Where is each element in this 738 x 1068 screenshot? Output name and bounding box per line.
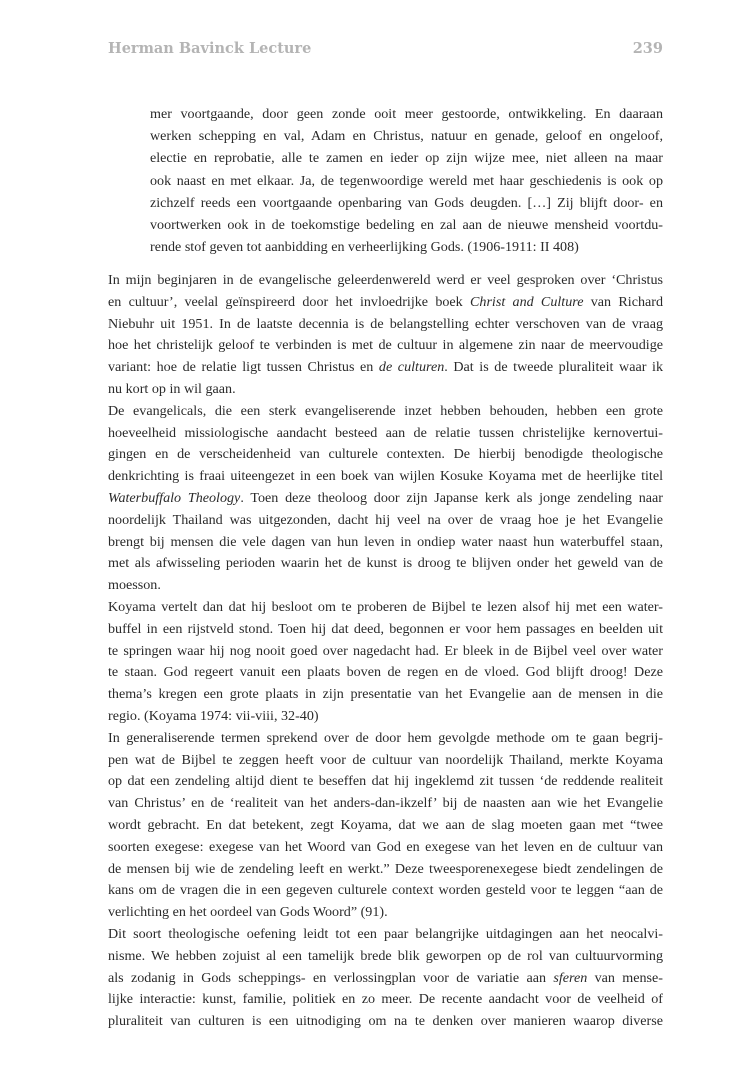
text-line: In mijn beginjaren in de evangelische geleerdenwereld werd er veel gesproken over ‘Christus	[108, 272, 663, 288]
text-line: buffel in een rijstveld stond. Toen hij dat deed, begonnen er voor hem passages en beelden uit	[108, 620, 663, 637]
text-line: wordt gebracht. En dat betekent, zegt Koyama, dat we aan de slag moeten gaan met “twee	[108, 816, 663, 833]
text-line: thema’s kregen een grote plaats in zijn presentatie van het Evangelie aan de mensen in die	[108, 686, 663, 703]
text-line	[108, 968, 663, 990]
text-line	[108, 292, 663, 314]
paragraph-4	[108, 728, 663, 924]
quote-line: zichzelf reeds een voortgaande openbaring van Gods deugden. […] Zij blijft door- en	[150, 194, 663, 211]
text-line: moesson.	[108, 577, 161, 594]
running-title: Herman Bavinck Lecture	[108, 40, 312, 57]
paragraph-2	[108, 401, 663, 597]
text-line: met als afwisseling perioden waarin het de kunst is droog te blijven onder het geweld van de	[108, 555, 663, 572]
book-title-waterbuffalo-theology: Waterbuffalo Theology	[108, 489, 241, 506]
text-line: van Christus’ en de ‘realiteit van het anders-dan-ikzelf’ bij de naasten aan wie het Evangelie	[108, 795, 663, 812]
text-line: pluraliteit van culturen is een uitnodiging om na te denken over manieren waarop diverse	[108, 1013, 663, 1030]
text-line: denkrichting is fraai uiteengezet in een boek van wijlen Kosuke Koyama met de heerlijke titel	[108, 468, 663, 485]
text-segment: als zodanig in Gods scheppings- en verlossingplan voor de variatie aan	[108, 969, 554, 986]
text-line: Niebuhr uit 1951. In de laatste decennia is de belangstelling echter verschoven van de vraag	[108, 315, 663, 332]
quote-line: electie en reprobatie, alle te zamen en ieder op zijn wijze mee, niet alleen na maar	[150, 150, 663, 167]
paragraph-5	[108, 924, 663, 1033]
text-line: Koyama vertelt dan dat hij besloot om te proberen de Bijbel te lezen alsof hij met een water-	[108, 598, 663, 615]
text-line: noordelijk Thailand was uitgezonden, dacht hij veel na over de vraag hoe je het Evangelie	[108, 511, 663, 528]
text-line: te staan. God regeert vanuit een plaats boven de regen en de vloed. God blijft droog! Deze	[108, 664, 663, 681]
text-line: gingen en de verscheidenheid van culturele contexten. De hierbij benodigde theologische	[108, 446, 663, 463]
text-line: nu kort op in wil gaan.	[108, 380, 236, 397]
text-line: soorten exegese: exegese van het Woord van God en exegese van het leven en de cultuur van	[108, 838, 663, 855]
text-line: De evangelicals, die een sterk evangeliserende inzet hebben behouden, hebben een grote	[108, 402, 663, 419]
emphasis-de-culturen: de culturen	[378, 359, 445, 376]
quote-line: rende stof geven tot aanbidding en verheerlijking Gods. (1906-1911: II 408)	[150, 239, 579, 256]
text-line: brengt bij mensen die vele dagen van hun leven in ondiep water naast hun waterbuffel staan,	[108, 533, 663, 550]
text-line: de mensen bij wie de zendeling leeft en werkt.” Deze tweesporenexegese biedt zendelingen de	[108, 860, 663, 877]
quote-line: voortwerken ook in de toekomstige bedeling en zal aan de nieuwe mensheid voortdu-	[150, 217, 663, 234]
text-segment: . Toen deze theoloog door zijn Japanse kerk als jonge zendeling naar	[240, 489, 663, 506]
text-segment: variant: hoe de relatie ligt tussen Christus en	[108, 359, 379, 376]
text-line: op dat een zendeling altijd dient te beseffen dat hij ingeklemd zit tussen ‘de reddende realiteit	[108, 773, 663, 790]
text-segment: en cultuur’, veelal geïnspireerd door het invloedrijke boek	[108, 293, 470, 310]
text-line: nisme. We hebben zojuist al een tamelijk brede blik geworpen op de rol van cultuurvorming	[108, 947, 663, 964]
text-segment: van mense-	[587, 969, 663, 986]
text-segment: van Richard	[583, 293, 663, 310]
quote-line: werken schepping en val, Adam en Christus, natuur en genade, geloof en ongeloof,	[150, 128, 663, 145]
text-line: verlichting en het oordeel van Gods Woord” (91).	[108, 904, 388, 921]
text-line: hoe het christelijk geloof te verbinden is met de cultuur in algemene zin naar de meervoudige	[108, 337, 663, 354]
text-line: lijke interactie: kunst, familie, politiek en zo meer. De recente aandacht voor de veelheid of	[108, 991, 663, 1008]
text-line: regio. (Koyama 1974: vii-viii, 32-40)	[108, 707, 319, 724]
text-line: hoeveelheid missiologische aandacht besteed aan de relatie tussen christelijke kernovertui-	[108, 424, 663, 441]
text-line	[108, 488, 663, 510]
body-text	[108, 270, 663, 1033]
text-line: In generaliserende termen sprekend over de door hem gevolgde methode om te gaan begrij-	[108, 729, 663, 746]
running-header	[108, 40, 663, 62]
text-segment: . Dat is de tweede pluraliteit waar ik	[444, 359, 663, 376]
quote-line: mer voortgaande, door geen zonde ooit meer gestoorde, ontwikkeling. En daaraan	[150, 106, 663, 122]
quote-line: ook naast en met elkaar. Ja, de tegenwoordige wereld met haar geschiedenis is ook op	[150, 172, 663, 189]
book-title-christ-and-culture: Christ and Culture	[470, 293, 584, 310]
text-line: Dit soort theologische oefening leidt tot een paar belangrijke uitdagingen aan het neocalvi-	[108, 925, 663, 942]
paragraph-1	[108, 270, 663, 401]
text-line	[108, 357, 663, 379]
paragraph-3	[108, 597, 663, 728]
block-quote	[150, 103, 663, 258]
text-line: pen wat de Bijbel te zeggen heeft voor de cultuur van noordelijk Thailand, merkte Koyama	[108, 751, 663, 768]
page-number: 239	[632, 40, 663, 57]
emphasis-sferen: sferen	[553, 969, 588, 986]
text-line: te springen waar hij nog nooit goed over nagedacht had. Er bleek in de Bijbel veel over water	[108, 642, 663, 659]
text-line: kans om de vragen die in een gegeven culturele context worden gesteld voor te leggen “aan de	[108, 882, 663, 899]
